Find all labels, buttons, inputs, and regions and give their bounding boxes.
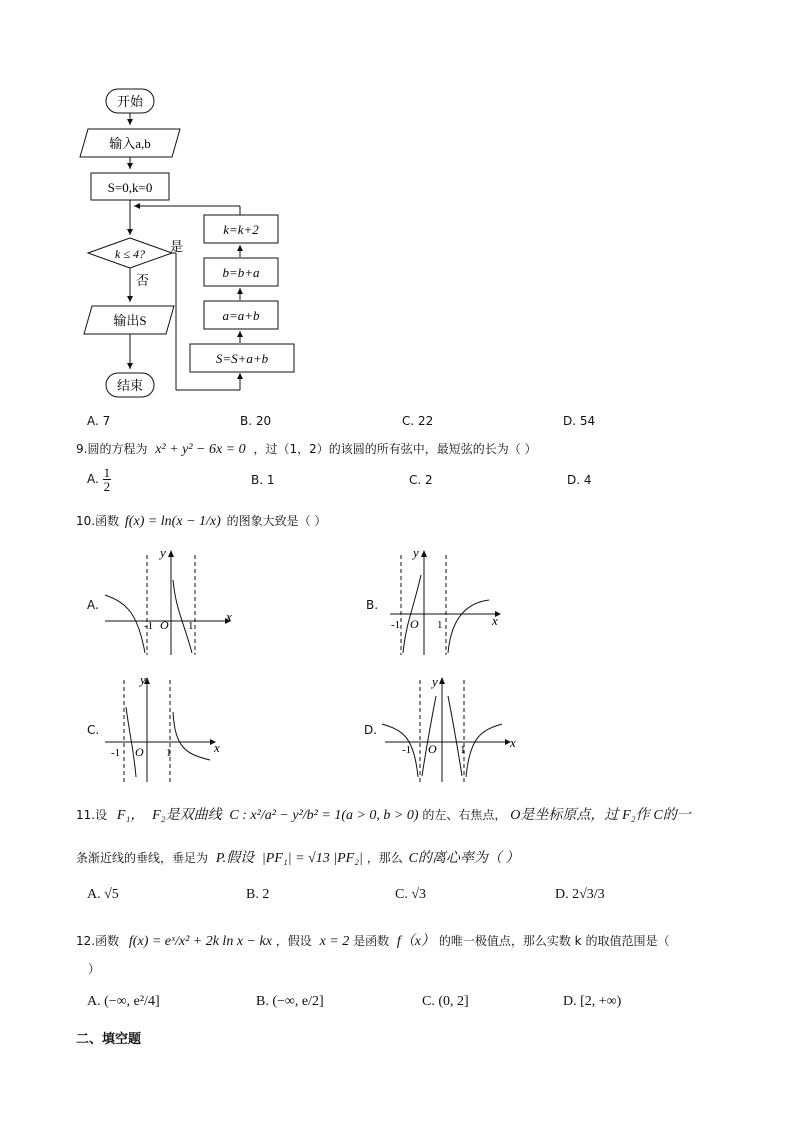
q11-option-a: A. √5	[87, 887, 119, 902]
svg-text:1: 1	[188, 620, 194, 632]
svg-text:O: O	[410, 617, 419, 631]
q9-stem	[76, 440, 537, 458]
q12-option-b: B. (−∞, e/2]	[256, 994, 324, 1009]
q9-equation: x² + y² − 6x = 0	[155, 442, 246, 457]
q10-graph-d	[380, 672, 520, 787]
svg-text:-1: -1	[391, 619, 401, 631]
svg-text:y: y	[413, 545, 419, 560]
q12-line1: 12.函数 f(x) = eˣ/x² + 2k ln x − kx ，假设 x = 2 是函数 f（x） 的唯一极值点，那么实数 k 的取值范围是（	[76, 934, 670, 949]
q9-a-den: 2	[103, 479, 111, 494]
svg-text:x: x	[226, 609, 232, 624]
q8-option-a: A. 7	[87, 414, 111, 428]
q9-suffix: ，过（1，2）的该圆的所有弦中，最短弦的长为（ ）	[253, 442, 537, 456]
flow-end-text: 结束	[116, 378, 144, 393]
q10-label-d: D.	[364, 723, 378, 737]
q11-line1: 11.设 F₁， F₂是双曲线 C : x²/a² − y²/b² = 1(a > 0, b > 0) 的左、右焦点， O是坐标原点，过 F₂作 C的一	[76, 808, 691, 823]
flow-init-text: S=0,k=0	[107, 180, 153, 195]
q10-label-b: B.	[366, 598, 379, 612]
q10-suffix: 的图象大致是（ ）	[226, 514, 327, 528]
flow-condition-text: k ≤ 4?	[115, 247, 145, 261]
q8-option-d: D. 54	[563, 414, 596, 428]
svg-text:1: 1	[460, 744, 466, 756]
svg-text:O: O	[428, 742, 437, 756]
q12-option-c: C. (0, 2]	[422, 994, 469, 1009]
svg-text:O: O	[160, 618, 169, 632]
svg-text:-1: -1	[111, 747, 121, 759]
svg-text:y: y	[160, 545, 166, 560]
q11-option-b: B. 2	[246, 887, 270, 902]
flow-step1-text: S=S+a+b	[215, 351, 269, 366]
q9-option-c: C. 2	[409, 473, 433, 487]
q8-option-c: C. 22	[402, 414, 434, 428]
flow-step4-text: k=k+2	[223, 222, 259, 237]
q10-graph-c	[100, 672, 240, 787]
flow-input-text: 输入a,b	[109, 136, 151, 151]
svg-text:x: x	[510, 735, 516, 750]
q10-function: f(x) = ln(x − 1/x)	[124, 514, 221, 529]
q10-graph-b	[385, 545, 525, 660]
q10-graph-a	[100, 545, 240, 660]
flow-no-label: 否	[136, 273, 150, 288]
flow-step3-text: b=b+a	[222, 265, 260, 280]
q12-option-d: D. [2, +∞)	[563, 994, 622, 1009]
flow-yes-label: 是	[170, 239, 184, 254]
q10-label-c: C.	[87, 723, 100, 737]
svg-text:x: x	[214, 740, 220, 755]
q12-line2: ）	[88, 962, 101, 976]
svg-text:y: y	[140, 672, 146, 687]
svg-text:-1: -1	[402, 744, 412, 756]
flowchart	[70, 85, 310, 405]
q9-option-b: B. 1	[251, 473, 275, 487]
q11-line2: 条渐近线的垂线，垂足为 P.假设 |PF₁| = √13 |PF₂| ，那么 C的离心率为（ ）	[76, 851, 520, 866]
q9-option-a: A. $\frac{1}{2}$	[87, 465, 111, 494]
q9-prefix: 9.圆的方程为	[76, 442, 148, 456]
q9-a-num: 1	[103, 465, 111, 480]
svg-text:-1: -1	[144, 620, 154, 632]
q10-label-a: A.	[87, 598, 99, 612]
q11-option-c: C. √3	[395, 887, 427, 902]
q11-option-d: D. 2√3/3	[555, 887, 605, 902]
svg-text:O: O	[135, 745, 144, 759]
flow-start-text: 开始	[116, 94, 144, 109]
svg-text:1: 1	[166, 747, 172, 759]
flow-output-text: 输出S	[113, 313, 147, 328]
q8-option-b: B. 20	[240, 414, 272, 428]
svg-text:y: y	[432, 674, 438, 689]
section-heading: 二、填空题	[76, 1032, 142, 1047]
q10-stem	[76, 512, 326, 530]
q12-option-a: A. (−∞, e²/4]	[87, 994, 160, 1009]
flow-step2-text: a=a+b	[222, 308, 260, 323]
q9-option-d: D. 4	[567, 473, 592, 487]
svg-text:1: 1	[437, 619, 443, 631]
svg-text:x: x	[492, 613, 498, 628]
q10-prefix: 10.函数	[76, 514, 120, 528]
